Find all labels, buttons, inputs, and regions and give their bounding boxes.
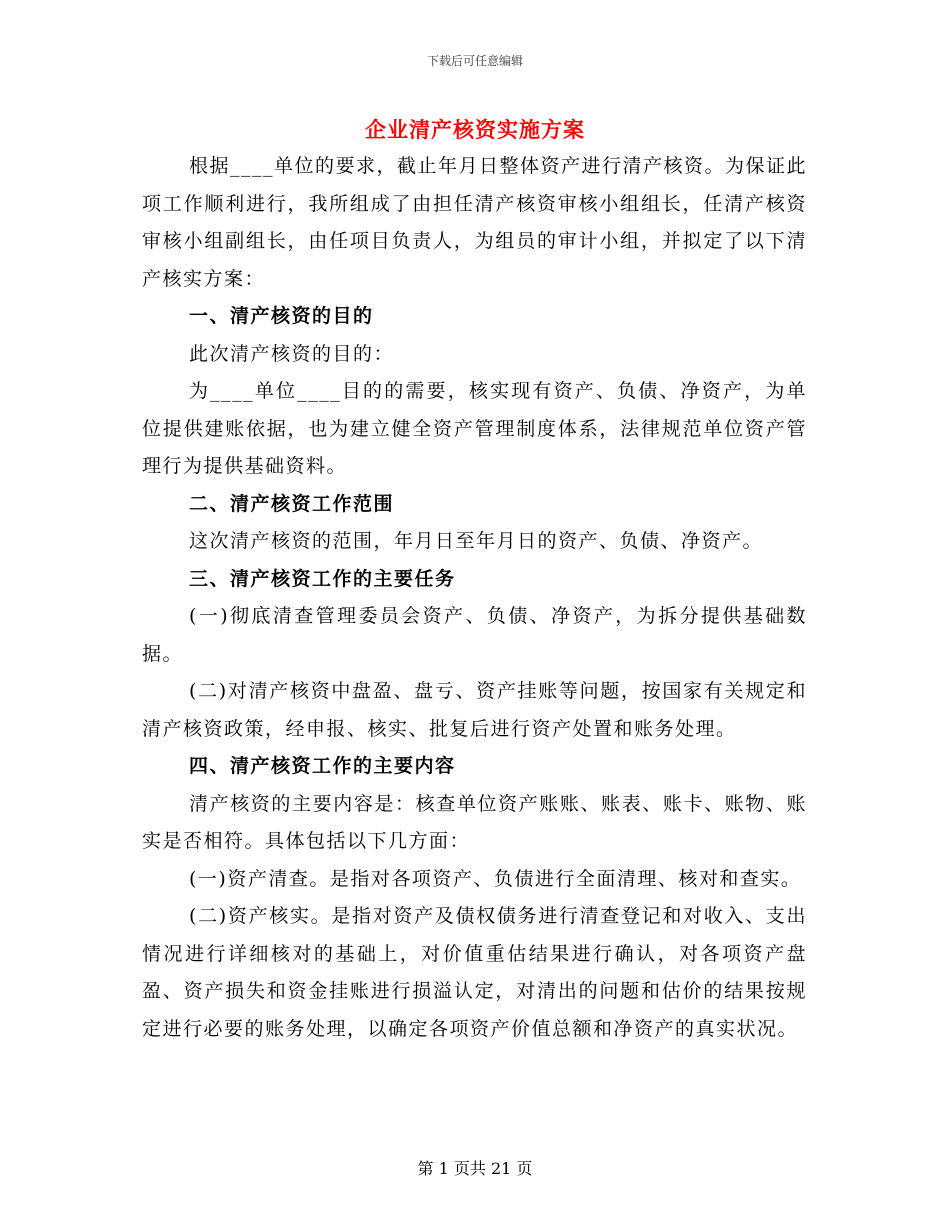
section-4-paragraph-3: (二)资产核实。是指对资产及债权债务进行清查登记和对收入、支出情况进行详细核对的基础上，对价值重估结果进行确认，对各项资产盘盈、资产损失和资金挂账进行损溢认定，对清出的问题和估价的结果按规定进行必要的账务处理，以确定各项资产价值总额和净资产的真实状况。 — [142, 905, 807, 1040]
section-1-paragraph-1: 此次清产核资的目的： — [189, 342, 395, 365]
document-body — [142, 148, 807, 1048]
section-3-paragraph-1: (一)彻底清查管理委员会资产、负债、净资产，为拆分提供基础数据。 — [142, 605, 807, 665]
section-3-heading: 三、清产核资工作的主要任务 — [189, 567, 456, 590]
page-number-footer: 第 1 页共 21 页 — [417, 1159, 533, 1178]
section-2-heading: 二、清产核资工作范围 — [189, 492, 395, 515]
section-1-heading: 一、清产核资的目的 — [189, 305, 374, 327]
section-1-paragraph-2: 为____单位____目的的需要，核实现有资产、负债、净资产，为单位提供建账依据，也为建立健全资产管理制度体系，法律规范单位资产管理行为提供基础资料。 — [142, 380, 807, 477]
page-header-note: 下载后可任意编辑 — [426, 54, 523, 68]
intro-paragraph: 根据____单位的要求，截止年月日整体资产进行清产核资。为保证此项工作顺利进行，我所组成了由担任清产核资审核小组组长，任清产核资审核小组副组长，由任项目负责人，为组员的审计小组，并拟定了以下清产核实方案： — [142, 155, 808, 290]
document-title: 企业清产核资实施方案 — [365, 117, 585, 142]
section-4-heading: 四、清产核资工作的主要内容 — [189, 755, 456, 777]
section-3-paragraph-2: (二)对清产核资中盘盈、盘亏、资产挂账等问题，按国家有关规定和清产核资政策，经申报、核实、批复后进行资产处置和账务处理。 — [142, 680, 807, 740]
section-4-paragraph-2: (一)资产清查。是指对各项资产、负债进行全面清理、核对和查实。 — [189, 867, 802, 890]
section-2-paragraph-1: 这次清产核资的范围，年月日至年月日的资产、负债、净资产。 — [189, 530, 764, 552]
section-4-paragraph-1: 清产核资的主要内容是：核查单位资产账账、账表、账卡、账物、账实是否相符。具体包括以下几方面： — [142, 792, 807, 852]
